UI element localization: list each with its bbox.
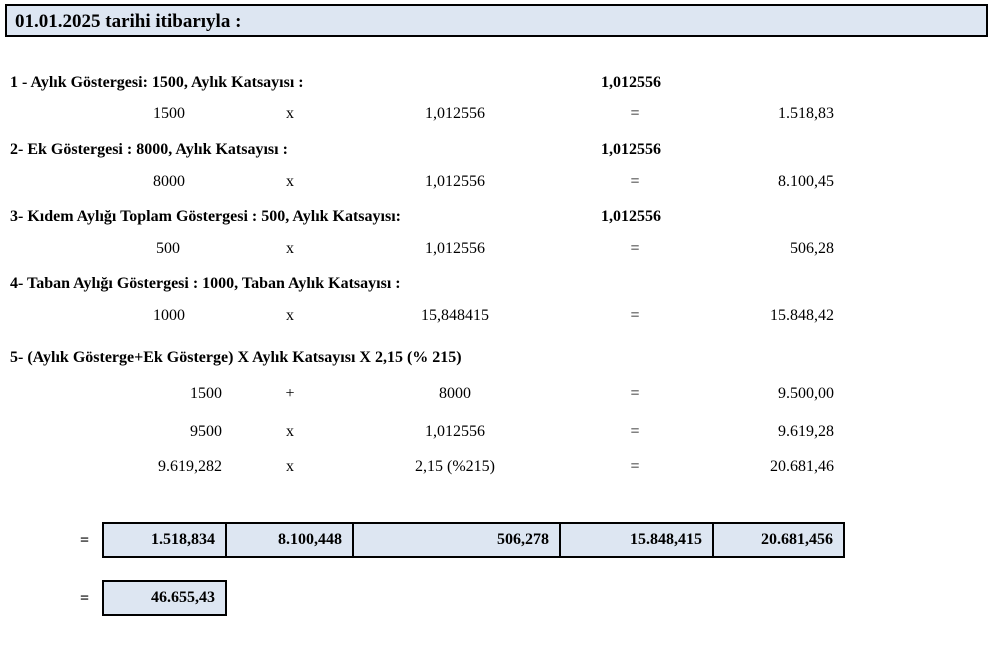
section-4-operand-a: 1000 <box>153 307 185 324</box>
summary-equals: = <box>80 532 90 549</box>
section-1-coefficient: 1,012556 <box>601 74 661 91</box>
page-title: 01.01.2025 tarihi itibarıyla : <box>15 11 242 32</box>
section-1-operand-a: 1500 <box>153 105 185 122</box>
section-4-heading: 4- Taban Aylığı Göstergesi : 1000, Taban Aylık Katsayısı : <box>10 275 401 292</box>
section-4-operand-b: 15,848415 <box>421 307 489 324</box>
section-2-coefficient: 1,012556 <box>601 141 661 158</box>
summary-cell-4: 15.848,415 <box>559 522 714 558</box>
grand-total-cell: 46.655,43 <box>102 580 227 616</box>
section-4-operator: x <box>286 307 294 324</box>
section-5-row-3-operand-b: 2,15 (%215) <box>415 458 495 475</box>
section-5-row-3-operand-a: 9.619,282 <box>158 458 222 475</box>
summary-cell-2: 8.100,448 <box>225 522 354 558</box>
section-5-row-2-equals: = <box>630 423 640 440</box>
section-1-equals: = <box>630 105 640 122</box>
section-1-operand-b: 1,012556 <box>425 105 485 122</box>
section-5-row-3-operator: x <box>286 458 294 475</box>
section-5-row-2-operand-b: 1,012556 <box>425 423 485 440</box>
section-5-row-3-equals: = <box>630 458 640 475</box>
section-5-row-2-result: 9.619,28 <box>778 423 834 440</box>
section-2-operand-b: 1,012556 <box>425 173 485 190</box>
section-3-equals: = <box>630 240 640 257</box>
section-3-result: 506,28 <box>790 240 834 257</box>
section-2-operand-a: 8000 <box>153 173 185 190</box>
section-4-equals: = <box>630 307 640 324</box>
total-equals: = <box>80 590 90 607</box>
section-2-result: 8.100,45 <box>778 173 834 190</box>
section-5-row-2-operator: x <box>286 423 294 440</box>
section-5-row-1-operand-a: 1500 <box>190 385 222 402</box>
section-3-coefficient: 1,012556 <box>601 208 661 225</box>
section-4-result: 15.848,42 <box>770 307 834 324</box>
section-3-operand-a: 500 <box>156 240 180 257</box>
section-5-row-2-operand-a: 9500 <box>190 423 222 440</box>
section-5-row-3-result: 20.681,46 <box>770 458 834 475</box>
title-bar <box>5 4 988 37</box>
section-1-operator: x <box>286 105 294 122</box>
summary-cell-1: 1.518,834 <box>102 522 227 558</box>
section-5-row-1-operator: + <box>285 385 295 402</box>
section-2-operator: x <box>286 173 294 190</box>
section-5-row-1-result: 9.500,00 <box>778 385 834 402</box>
section-5-row-1-operand-b: 8000 <box>439 385 471 402</box>
section-2-equals: = <box>630 173 640 190</box>
section-1-result: 1.518,83 <box>778 105 834 122</box>
section-3-operator: x <box>286 240 294 257</box>
section-3-heading: 3- Kıdem Aylığı Toplam Göstergesi : 500, Aylık Katsayısı: <box>10 208 401 225</box>
section-3-operand-b: 1,012556 <box>425 240 485 257</box>
section-5-heading: 5- (Aylık Gösterge+Ek Gösterge) X Aylık Katsayısı X 2,15 (% 215) <box>10 349 462 366</box>
summary-cell-3: 506,278 <box>352 522 561 558</box>
section-2-heading: 2- Ek Göstergesi : 8000, Aylık Katsayısı : <box>10 141 288 158</box>
section-5-row-1-equals: = <box>630 385 640 402</box>
summary-cell-5: 20.681,456 <box>712 522 845 558</box>
section-1-heading: 1 - Aylık Göstergesi: 1500, Aylık Katsayısı : <box>10 74 304 91</box>
